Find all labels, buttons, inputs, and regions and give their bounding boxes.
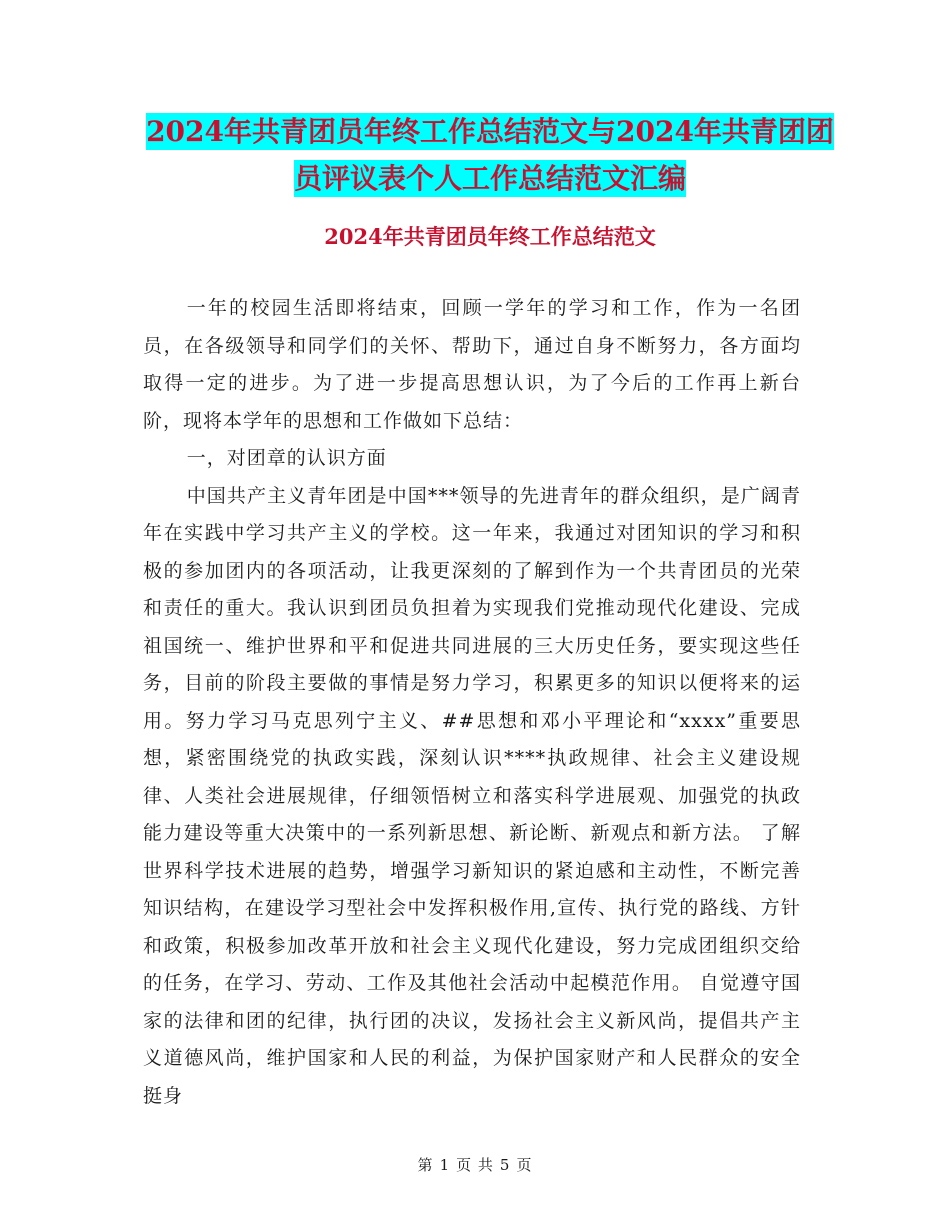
paragraph-heading-1: 一，对团章的认识方面 <box>186 447 387 469</box>
footer-prefix: 第 <box>417 1156 434 1174</box>
document-title-line-1: 2024年共青团员年终工作总结范文与2024年共青团团 <box>146 115 834 148</box>
section-title: 2024年共青团员年终工作总结范文 <box>324 224 656 249</box>
document-title <box>140 108 840 202</box>
document-body <box>143 290 801 1115</box>
footer-middle: 页 共 <box>456 1156 494 1174</box>
paragraph-intro: 一年的校园生活即将结束，回顾一学年的学习和工作，作为一名团员，在各级领导和同学们的关怀、帮助下，通过自身不断努力，各方面均取得一定的进步。为了进一步提高思想认识，为了今后的工作再上新台阶，现将本学年的思想和工作做如下总结： <box>143 297 801 432</box>
footer-suffix: 页 <box>516 1156 533 1174</box>
footer-total-pages: 5 <box>499 1156 511 1174</box>
document-title-line-2: 员评议表个人工作总结范文汇编 <box>293 162 686 195</box>
footer-current-page: 1 <box>439 1156 451 1174</box>
page-footer <box>0 1155 950 1175</box>
paragraph-main: 中国共产主义青年团是中国***领导的先进青年的群众组织，是广阔青年在实践中学习共产主义的学校。这一年来，我通过对团知识的学习和积极的参加团内的各项活动，让我更深刻的了解到作为一个共青团员的光荣和责任的重大。我认识到团员负担着为实现我们党推动现代化建设、完成祖国统一、维护世界和平和促进共同进展的三大历史任务，要实现这些任务，目前的阶段主要做的事情是努力学习，积累更多的知识以便将来的运用。努力学习马克思列宁主义、##思想和邓小平理论和“xxxx”重要思想，紧密围绕党的执政实践，深刻认识****执政规律、社会主义建设规律、人类社会进展规律，仔细领悟树立和落实科学进展观、加强党的执政能力建设等重大决策中的一系列新思想、新论断、新观点和新方法。 了解世界科学技术进展的趋势，增强学习新知识的紧迫感和主动性，不断完善知识结构，在建设学习型社会中发挥积极作用,宣传、执行党的路线、方针和政策，积极参加改革开放和社会主义现代化建设，努力完成团组织交给的任务，在学习、劳动、工作及其他社会活动中起模范作用。 自觉遵守国家的法律和团的纪律，执行团的决议，发扬社会主义新风尚，提倡共产主义道德风尚，维护国家和人民的利益，为保护国家财产和人民群众的安全挺身 <box>143 484 801 1107</box>
